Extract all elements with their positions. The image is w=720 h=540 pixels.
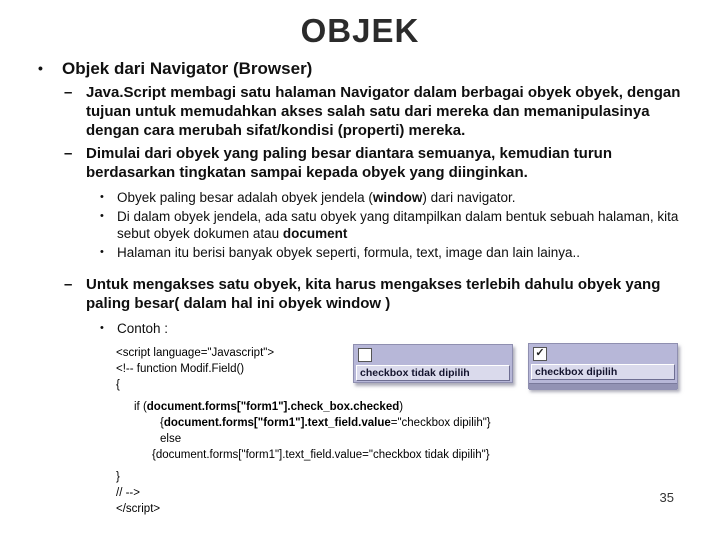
list-item bbox=[64, 275, 686, 313]
checkbox-unchecked-icon bbox=[358, 348, 372, 362]
bullet-marker: • bbox=[100, 191, 104, 203]
text-segment: ="checkbox dipilih"} bbox=[390, 417, 491, 429]
bullet-marker: – bbox=[64, 145, 73, 162]
list-item-text bbox=[117, 320, 680, 337]
text-segment: {document.forms["form1"].text_field.value="checkbox tidak dipilih"} bbox=[152, 449, 490, 461]
text-field-value: checkbox tidak dipilih bbox=[356, 365, 510, 381]
code-line bbox=[116, 431, 720, 447]
text-segment: ) bbox=[381, 295, 391, 312]
list-item-text bbox=[62, 58, 720, 79]
checkbox-checked-icon: ✓ bbox=[533, 347, 547, 361]
code-line bbox=[116, 485, 720, 501]
screenshot-checkbox-unchecked bbox=[353, 344, 513, 383]
list-item-text bbox=[86, 144, 686, 182]
page-title: OBJEK bbox=[300, 12, 420, 49]
text-segment: { bbox=[116, 379, 120, 391]
text-segment: { bbox=[160, 417, 164, 429]
page-number: 35 bbox=[659, 490, 674, 505]
bullet-marker: • bbox=[100, 322, 104, 334]
text-segment: Obyek paling besar adalah obyek jendela ( bbox=[117, 190, 373, 205]
list-item bbox=[64, 83, 686, 140]
list-item bbox=[100, 208, 680, 242]
text-segment: <!-- function Modif.Field() bbox=[116, 363, 245, 375]
slide-content bbox=[0, 58, 720, 337]
code-line bbox=[116, 415, 720, 431]
text-segment: ) dari navigator. bbox=[422, 190, 516, 205]
list-item bbox=[100, 189, 680, 206]
list-item bbox=[38, 58, 720, 79]
list-item-text bbox=[86, 83, 686, 140]
bullet-marker: • bbox=[100, 210, 104, 222]
list-item bbox=[64, 144, 686, 182]
text-segment: </script> bbox=[116, 503, 161, 515]
text-segment: // --> bbox=[116, 487, 140, 499]
list-item-text bbox=[117, 189, 680, 206]
text-segment: Halaman itu berisi banyak obyek seperti, formula, text, image dan lain lainya.. bbox=[117, 245, 580, 260]
bullet-marker: – bbox=[64, 276, 73, 293]
screenshot-bottom-strip bbox=[529, 383, 677, 390]
text-segment: Dimulai dari obyek yang paling besar diantara semuanya, kemudian turun berdasarkan tingkatan sampai kepada obyek yang diinginkan. bbox=[86, 145, 612, 181]
text-segment: window bbox=[372, 190, 423, 205]
text-segment: <script language="Javascript"> bbox=[116, 347, 275, 359]
code-line bbox=[116, 399, 720, 415]
text-segment: document.forms["form1"].check_box.checked bbox=[146, 401, 400, 413]
list-item-text bbox=[86, 275, 686, 313]
text-segment: ) bbox=[399, 401, 404, 413]
list-item bbox=[100, 244, 680, 261]
screenshot-checkbox-checked bbox=[528, 343, 678, 389]
text-segment: Java.Script membagi satu halaman Navigator dalam berbagai obyek obyek, dengan tujuan untuk memudahkan akses salah satu dari mereka dan memanipulasinya dengan cara merubah sifat/kondisi (properti) mereka. bbox=[86, 84, 681, 139]
list-item bbox=[100, 320, 680, 337]
text-segment: } bbox=[116, 471, 120, 483]
code-line bbox=[116, 447, 720, 463]
bullet-marker: – bbox=[64, 84, 73, 101]
code-line bbox=[116, 469, 720, 485]
text-segment: else bbox=[160, 433, 182, 445]
text-segment: Contoh : bbox=[117, 321, 169, 336]
bullet-marker: • bbox=[38, 60, 43, 76]
text-segment: if ( bbox=[134, 401, 147, 413]
text-field-value: checkbox dipilih bbox=[531, 364, 675, 380]
text-segment: window bbox=[326, 295, 382, 312]
text-segment: document bbox=[282, 226, 348, 241]
code-line bbox=[116, 501, 720, 517]
list-item-text bbox=[117, 244, 680, 261]
text-segment: Objek dari Navigator (Browser) bbox=[62, 59, 313, 78]
bullet-marker: • bbox=[100, 246, 104, 258]
text-segment: Untuk mengakses satu obyek, kita harus mengakses terlebih dahulu obyek yang paling besar( dalam hal ini obyek bbox=[86, 276, 661, 312]
text-segment: document.forms["form1"].text_field.value bbox=[163, 417, 391, 429]
text-segment: Di dalam obyek jendela, ada satu obyek yang ditampilkan dalam bentuk sebuah halaman, kita sebut obyek dokumen atau bbox=[117, 209, 679, 241]
list-item-text bbox=[117, 208, 680, 242]
